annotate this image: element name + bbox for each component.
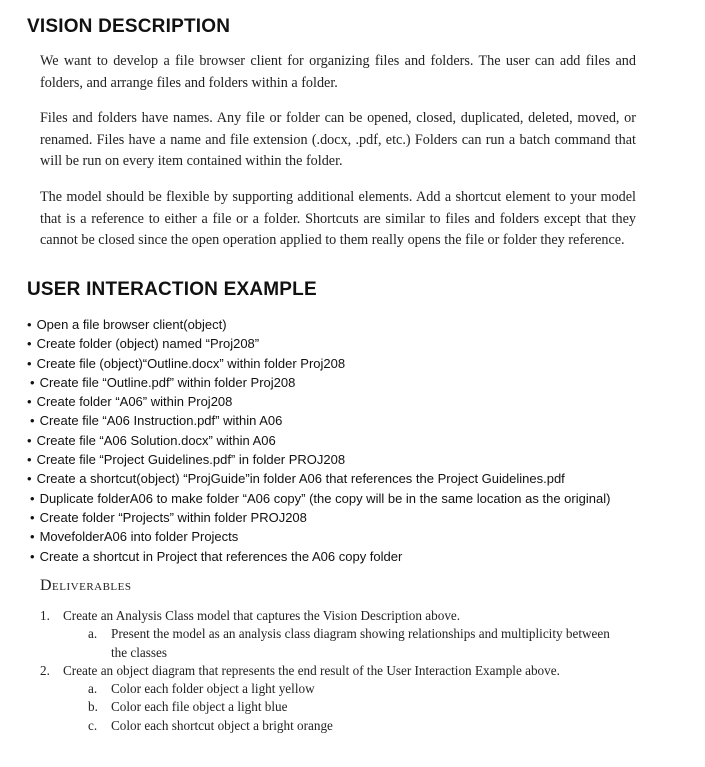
subitem-text: Present the model as an analysis class diagram showing relationships and multiplicity between the classes [111,626,610,660]
deliverable-item-1 [40,607,680,625]
deliverables-list [40,607,680,735]
vision-paragraph-1: We want to develop a file browser client for organizing files and folders. The user can add files and folders, and arrange files and folders within a folder. [40,53,636,91]
deliverable-item-2 [40,662,680,680]
subitem-text: Color each shortcut object a bright orange [111,717,333,733]
vision-paragraph-2: Files and folders have names. Any file or folder can be opened, closed, duplicated, deleted, moved, or renamed. Files have a name and file extension (.docx, .pdf, etc.) Folders can run a batch command that will be run on every item contained within the folder. [40,110,636,169]
subitem-letter: a. [88,681,98,697]
list-item: • Create folder “A06” within Proj208 [27,392,697,411]
vision-paragraph-3: The model should be flexible by supporting additional elements. Add a shortcut element to your model that is a reference to either a file or a folder. Shortcuts are similar to files and folders except that they cannot be closed since the open operation applied to them really opens the file or folder they reference. [40,189,636,248]
list-item: • Create file “Outline.pdf” within folder Proj208 [27,373,697,392]
list-item: • Create folder (object) named “Proj208” [27,334,697,353]
list-item: • Create file “A06 Instruction.pdf” within A06 [27,411,697,430]
list-item: • Create file “Project Guidelines.pdf” in folder PROJ208 [27,450,697,469]
subitem-letter: c. [88,717,98,733]
deliverable-subitem [88,698,680,716]
list-item: • MovefolderA06 into folder Projects [27,527,697,546]
deliverable-number: 1. [40,608,50,623]
subitem-letter: b. [88,699,98,715]
deliverables-heading: Deliverables [40,577,132,594]
list-item: • Create file (object)“Outline.docx” within folder Proj208 [27,354,697,373]
subitem-text: Color each file object a light blue [111,699,288,715]
deliverable-text: Create an Analysis Class model that captures the Vision Description above. [63,608,461,623]
list-item: • Create a shortcut(object) “ProjGuide”in folder A06 that references the Project Guidelines.pdf [27,469,697,488]
subitem-text: Color each folder object a light yellow [111,681,315,697]
list-item: • Create a shortcut in Project that references the A06 copy folder [27,547,697,566]
list-item: • Create file “A06 Solution.docx” within A06 [27,431,697,450]
deliverable-subitem [88,625,680,662]
deliverable-number: 2. [40,662,50,678]
deliverable-subitem [88,680,680,698]
list-item: • Open a file browser client(object) [27,315,697,334]
user-interaction-heading: USER INTERACTION EXAMPLE [27,279,317,300]
deliverable-subitem [88,717,680,735]
deliverable-text: Create an object diagram that represents the end result of the User Interaction Example above. [63,662,560,678]
list-item: • Create folder “Projects” within folder PROJ208 [27,508,697,527]
list-item: • Duplicate folderA06 to make folder “A06 copy” (the copy will be in the same location as the original) [27,489,697,508]
vision-description-heading: VISION DESCRIPTION [27,16,231,37]
interaction-list [27,315,697,566]
subitem-letter: a. [88,626,98,642]
